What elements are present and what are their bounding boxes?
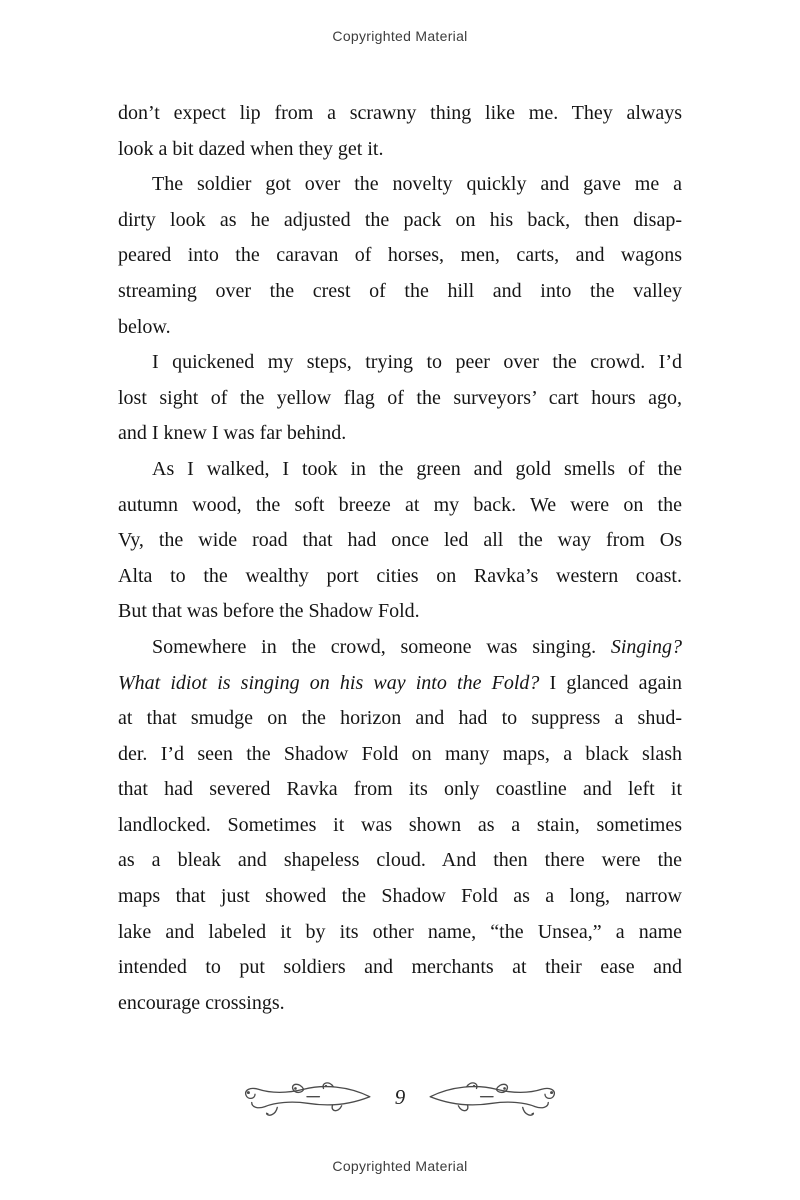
text-segment: Vy, the wide road that had once led all the way from Os — [118, 529, 682, 552]
text-line — [118, 666, 682, 702]
text-segment: I glanced again — [539, 671, 682, 694]
text-segment: don’t expect lip from a scrawny thing like me. They always — [118, 102, 682, 124]
text-segment: maps that just showed the Shadow Fold as a long, narrow — [118, 885, 682, 908]
text-line — [118, 843, 682, 879]
text-line — [118, 167, 682, 203]
text-line — [118, 630, 682, 666]
text-segment: I quickened my steps, trying to peer over the crowd. I’d — [152, 351, 682, 374]
flourish-left-icon — [241, 1078, 373, 1122]
text-segment: encourage crossings. — [118, 991, 285, 1014]
text-segment: lost sight of the yellow flag of the surveyors’ cart hours ago, — [118, 386, 682, 409]
text-line — [118, 701, 682, 737]
text-segment: at that smudge on the horizon and had to suppress a shud- — [118, 707, 682, 730]
text-segment: autumn wood, the soft breeze at my back. We were on the — [118, 493, 682, 516]
text-segment: The soldier got over the novelty quickly and gave me a — [152, 173, 682, 196]
text-line — [118, 274, 682, 310]
text-segment: Alta to the wealthy port cities on Ravka’s western coast. — [118, 564, 682, 587]
page-number: 9 — [394, 1084, 406, 1109]
text-line — [118, 594, 682, 630]
copyright-notice-bottom: Copyrighted Material — [332, 1158, 468, 1174]
italic-text-segment: What idiot is singing on his way into the Fold? — [118, 671, 540, 694]
text-segment: below. — [118, 315, 171, 338]
text-segment: look a bit dazed when they get it. — [118, 137, 384, 160]
text-line — [118, 523, 682, 559]
copyright-notice-top: Copyrighted Material — [332, 28, 468, 44]
text-line — [118, 488, 682, 524]
text-segment: that had severed Ravka from its only coastline and left it — [118, 778, 682, 801]
text-line — [118, 96, 682, 132]
text-segment: Somewhere in the crowd, someone was singing. — [152, 635, 611, 658]
italic-text-segment: Singing? — [610, 635, 682, 658]
text-line — [118, 132, 682, 168]
page-footer — [0, 1078, 800, 1122]
text-line — [118, 416, 682, 452]
text-segment: lake and labeled it by its other name, “the Unsea,” a name — [118, 920, 682, 943]
text-segment: As I walked, I took in the green and gold smells of the — [152, 457, 682, 480]
text-line — [118, 986, 682, 1022]
text-line — [118, 772, 682, 808]
text-segment: peared into the caravan of horses, men, carts, and wagons — [118, 244, 682, 267]
text-segment: streaming over the crest of the hill and into the valley — [118, 279, 682, 302]
text-segment: landlocked. Sometimes it was shown as a stain, sometimes — [118, 813, 682, 836]
text-line — [118, 345, 682, 381]
body-text — [118, 96, 682, 1021]
text-line — [118, 737, 682, 773]
text-segment: and I knew I was far behind. — [118, 422, 347, 445]
text-line — [118, 452, 682, 488]
text-line — [118, 381, 682, 417]
text-segment: dirty look as he adjusted the pack on his back, then disap- — [118, 208, 682, 231]
text-line — [118, 238, 682, 274]
text-segment: as a bleak and shapeless cloud. And then there were the — [118, 849, 682, 872]
text-segment: intended to put soldiers and merchants at their ease and — [118, 956, 682, 979]
text-line — [118, 808, 682, 844]
text-segment: der. I’d seen the Shadow Fold on many maps, a black slash — [118, 742, 682, 765]
text-line — [118, 203, 682, 239]
text-line — [118, 879, 682, 915]
text-segment: But that was before the Shadow Fold. — [118, 600, 420, 623]
text-line — [118, 915, 682, 951]
flourish-right-icon — [427, 1078, 559, 1122]
text-line — [118, 559, 682, 595]
text-line — [118, 950, 682, 986]
text-line — [118, 310, 682, 346]
